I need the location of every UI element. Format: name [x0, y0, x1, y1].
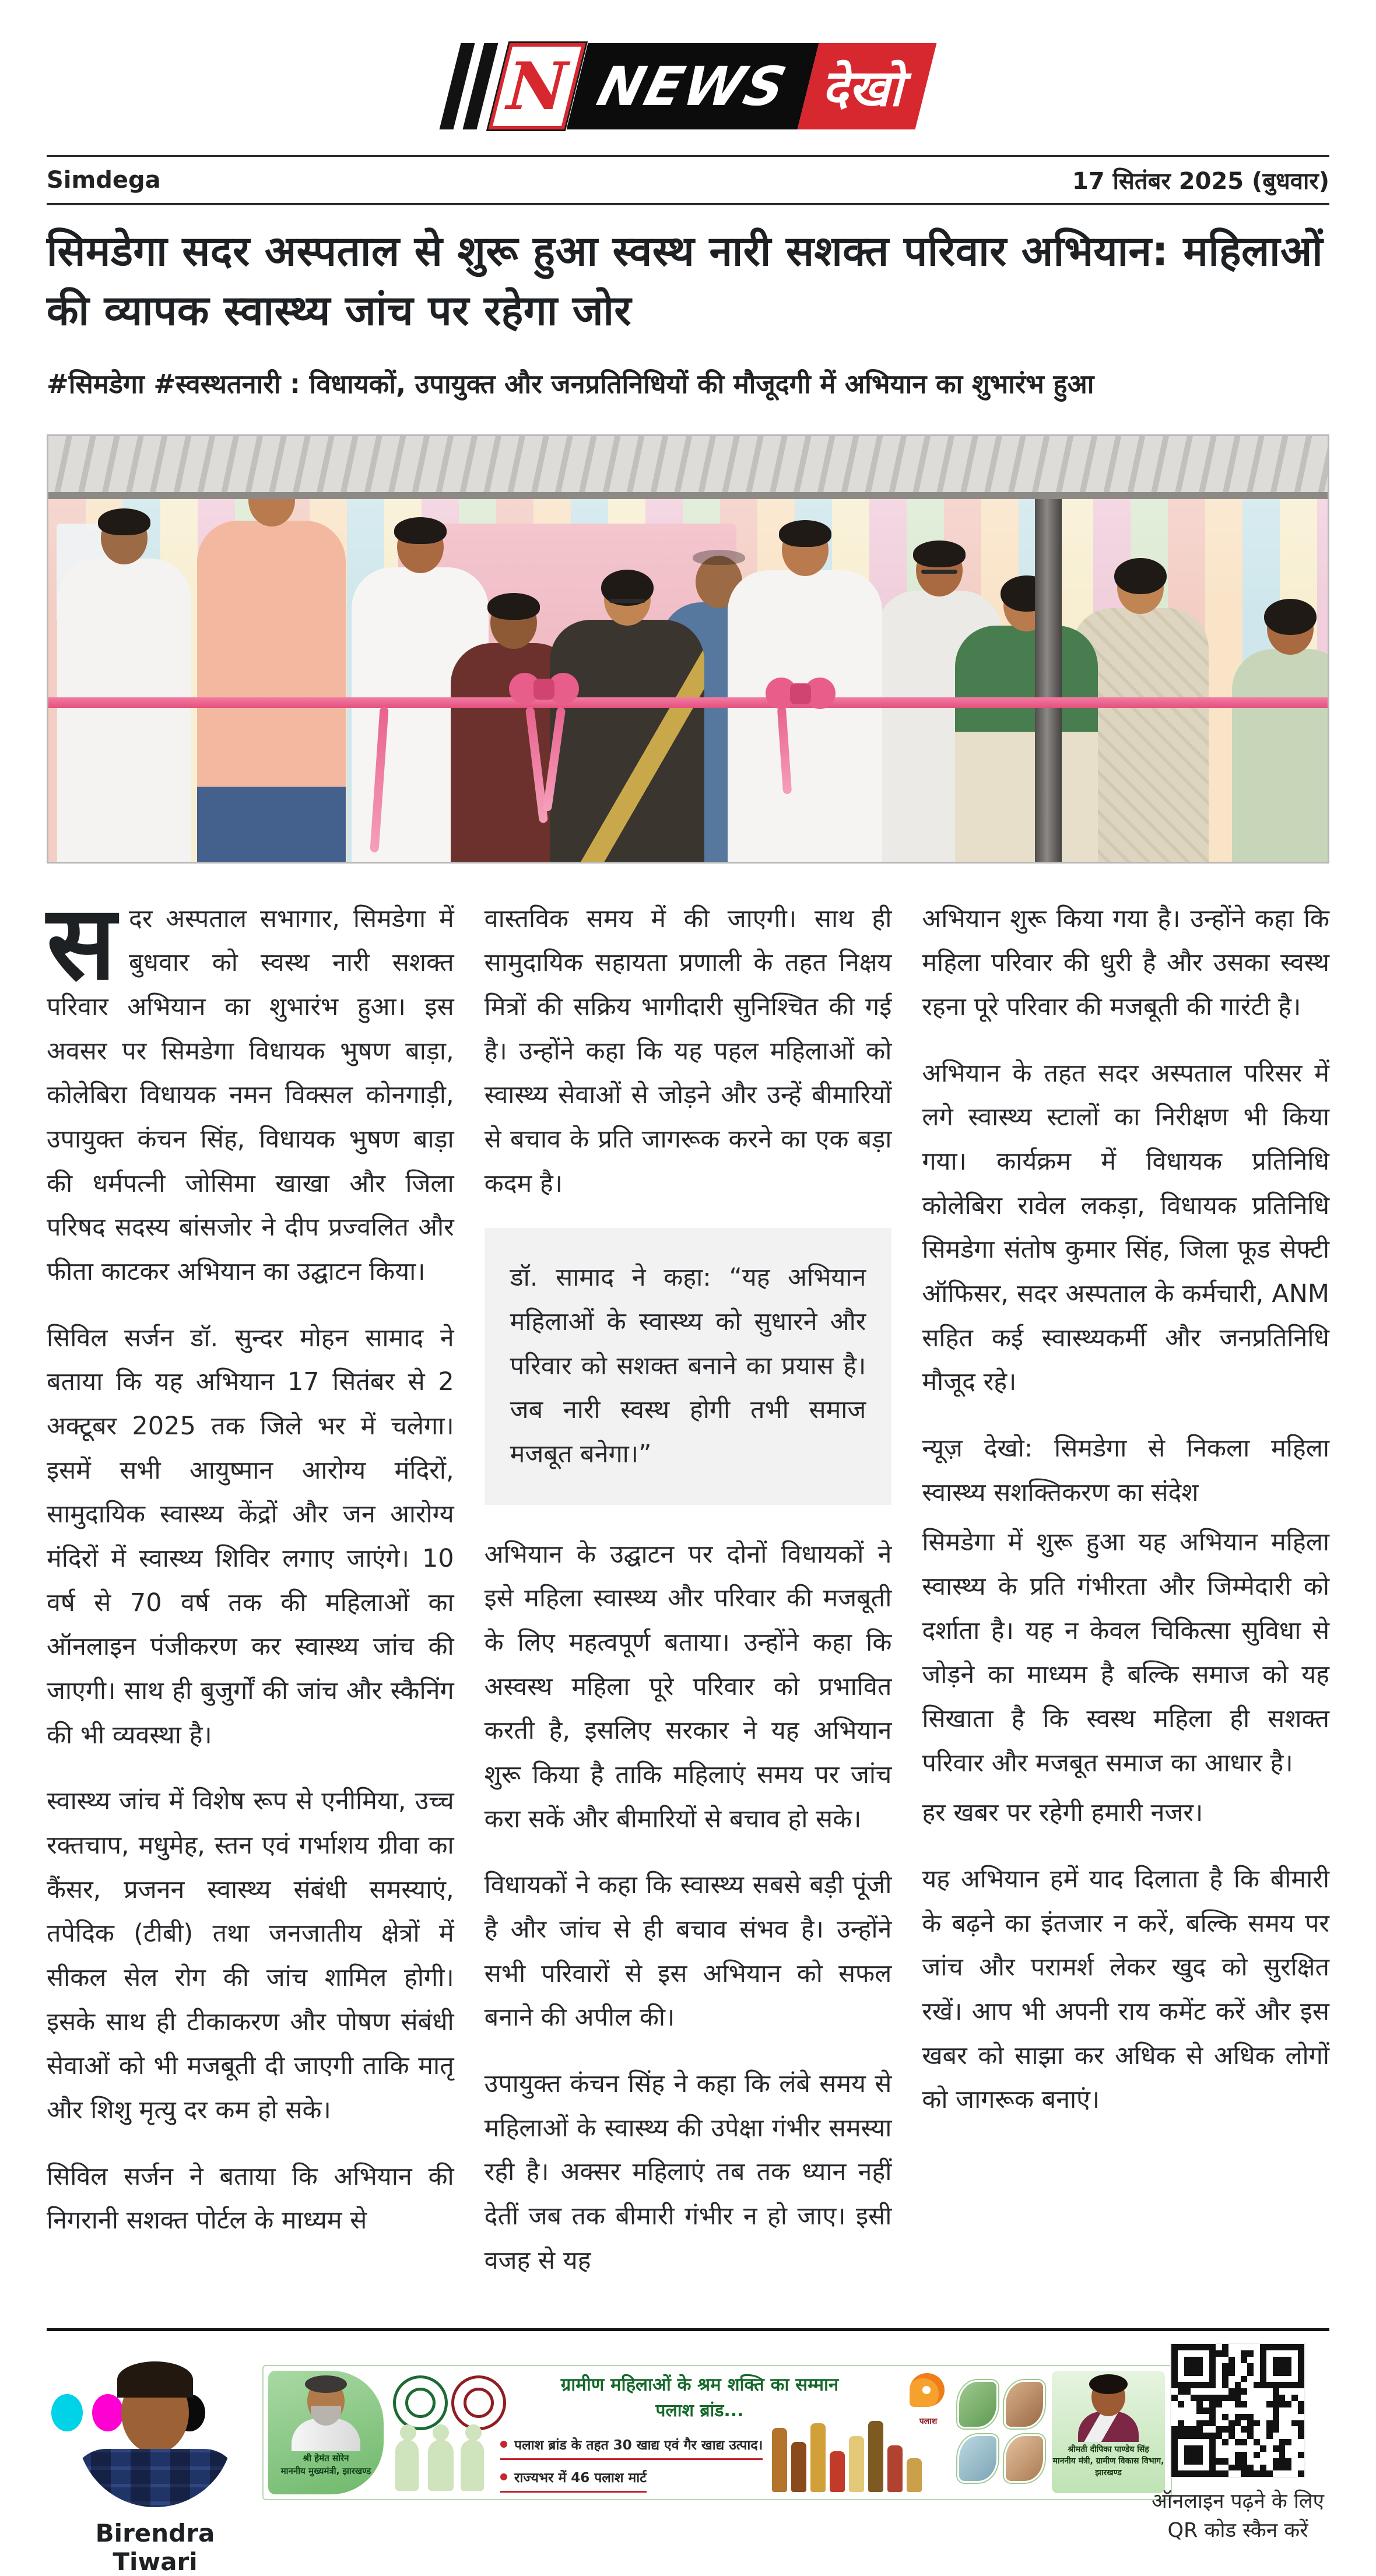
ribbon-bow [509, 668, 579, 713]
article-column-2 [485, 897, 892, 2305]
quote-box [485, 1228, 892, 1504]
advertisement-banner [262, 2365, 1172, 2500]
photo-pole [1035, 485, 1062, 862]
women-silhouette-icon [395, 2440, 419, 2491]
photo-person [1232, 602, 1329, 862]
dropcap: स [47, 883, 116, 1003]
author-hair [117, 2361, 193, 2398]
qr-code [1171, 2344, 1304, 2477]
paragraph: न्यूज़ देखो: सिमडेगा से निकला महिला स्वास्थ्य सशक्तिकरण का संदेश [922, 1433, 1330, 1507]
article-column-1 [47, 883, 454, 2305]
logo-n-icon: N [489, 43, 586, 129]
cm-title: माननीय मुख्यमंत्री, झारखण्ड [280, 2466, 371, 2477]
location-label: Simdega [47, 166, 161, 194]
quote-text: डॉ. सामाद ने कहा: “यह अभियान महिलाओं के स्वास्थ्य को सुधारने और परिवार को सशक्त बनाने का प्रयास है। जब नारी स्वस्थ होगी तभी समाज मजबूत बनेगा।” [510, 1263, 866, 1469]
paragraph: वास्तविक समय में की जाएगी। साथ ही सामुदायिक सहायता प्रणाली के तहत निक्षय मित्रों की सक्रिय भागीदारी सुनिश्चित की गई है। उन्होंने कहा कि यह पहल महिलाओं को स्वास्थ्य सेवाओं से जोड़ने और उन्हें बीमारियों से बचाव के प्रति जागरूक करने का एक बड़ा कदम है। [484, 904, 892, 1198]
article-photo [47, 434, 1329, 864]
paragraph: अभियान शुरू किया गया है। उन्होंने कहा कि महिला परिवार की धुरी है और उसका स्वस्थ रहना पूरे परिवार की मजबूती की गारंटी है। [922, 904, 1330, 1022]
paragraph: सिविल सर्जन डॉ. सुन्दर मोहन सामाद ने बताया कि यह अभियान 17 सितंबर से 2 अक्टूबर 2025 तक जिले भर में चलेगा। इसमें सभी आयुष्मान आरोग्य मंदिरों, सामुदायिक स्वास्थ्य केंद्रों और जन आरोग्य मंदिरों में स्वास्थ्य शिविर लगाए जाएंगे। 10 वर्ष से 70 वर्ष तक की महिलाओं का ऑनलाइन पंजीकरण कर स्वास्थ्य जांच की जाएगी। साथ ही बुजुर्गों की जांच और स्कैनिंग की भी व्यवस्था है। [47, 1323, 454, 1750]
paragraph: अभियान के तहत सदर अस्पताल परिसर में लगे स्वास्थ्य स्टालों का निरीक्षण भी किया गया। कार्यक्रम में विधायक प्रतिनिधि कोलेबिरा रावेल लकड़ा, विधायक प्रतिनिधि सिमडेगा संतोष कुमार सिंह, जिला फूड सेफ्टी ऑफिसर, सदर अस्पताल के कर्मचारी, ANM सहित कई स्वास्थ्यकर्मी और जनप्रतिनिधि मौजूद रहे। [922, 1058, 1330, 1397]
magenta-dot [92, 2394, 124, 2431]
news-dekho-logo [440, 43, 937, 129]
paragraph: अभियान के उद्घाटन पर दोनों विधायकों ने इसे महिला स्वास्थ्य और परिवार की मजबूती के लिए महत्वपूर्ण बताया। उन्होंने कहा कि अस्वस्थ महिला पूरे परिवार को प्रभावित करती है, इसलिए सरकार ने यह अभियान शुरू किया है ताकि महिलाएं समय पर जांच करा सकें और बीमारियों से बचाव हो सके। [484, 1539, 892, 1834]
footer [0, 2331, 1376, 2576]
paragraph: हर खबर पर रहेगी हमारी नजर। [922, 1798, 1203, 1828]
cm-name: श्री हेमंत सोरेन [303, 2453, 349, 2464]
cm-face [307, 2379, 345, 2423]
minister-title: माननीय मंत्री, ग्रामीण विकास विभाग, झारखण्ड [1052, 2456, 1164, 2477]
subheadline: #सिमडेगा #स्वस्थतनारी : विधायकों, उपायुक्त और जनप्रतिनिधियों की मौजूदगी में अभियान का शुभारंभ हुआ [47, 368, 1094, 400]
palash-logo-label: पलाश [919, 2417, 938, 2427]
qr-caption: ऑनलाइन पढ़ने के लिए QR कोड स्कैन करें [1151, 2490, 1325, 2543]
palash-logo-icon [901, 2373, 955, 2427]
author-block [68, 2351, 243, 2576]
masthead [0, 0, 1376, 132]
photo-person [197, 474, 346, 862]
photo-person [57, 512, 191, 862]
palash-products [772, 2416, 947, 2492]
ad-bullet: राज्यभर में 46 पलाश मार्ट [500, 2468, 647, 2493]
cyan-dot [51, 2394, 83, 2431]
divider [47, 203, 1329, 205]
author-shirt [77, 2449, 233, 2507]
minister-face [1091, 2378, 1125, 2416]
meta-row [0, 157, 1376, 203]
paragraph: सिविल सर्जन ने बताया कि अभियान की निगरानी सशक्त पोर्टल के माध्यम से [47, 2161, 454, 2235]
women-silhouette-icon [428, 2440, 454, 2491]
photo-person [550, 573, 704, 862]
photo-person [955, 579, 1098, 862]
logo-news-text: NEWS [567, 43, 819, 129]
minister-saree [1078, 2412, 1139, 2442]
date-label: 17 सितंबर 2025 (बुधवार) [1072, 168, 1329, 195]
minister-name: श्रीमती दीपिका पाण्डेय सिंह [1068, 2445, 1149, 2455]
ribbon [48, 697, 1328, 708]
women-silhouette-icon [461, 2440, 484, 2491]
jharkhand-govt-seal-icon [393, 2375, 448, 2430]
paragraph: सिमडेगा में शुरू हुआ यह अभियान महिला स्वास्थ्य के प्रति गंभीरता और जिम्मेदारी को दर्शाता है। यह न केवल चिकित्सा सुविधा से जोड़ने का माध्यम है बल्कि समाज को यह सिखाता है कि स्वस्थ महिला ही सशक्त परिवार और मजबूत समाज का आधार है। [922, 1528, 1330, 1778]
qr-block [1142, 2344, 1334, 2545]
headline: सिमडेगा सदर अस्पताल से शुरू हुआ स्वस्थ नारी सशक्त परिवार अभियान: महिलाओं की व्यापक स्वास्थ्य जांच पर रहेगा जोर [47, 227, 1324, 335]
paragraph: स्वास्थ्य जांच में विशेष रूप से एनीमिया, उच्च रक्तचाप, मधुमेह, स्तन एवं गर्भाशय ग्रीवा का कैंसर, प्रजनन स्वास्थ्य संबंधी समस्याएं, तपेदिक (टीबी) तथा जनजातीय क्षेत्रों में सीकल सेल रोग की जांच शामिल होगी। इसके साथ ही टीकाकरण और पोषण संबंधी सेवाओं को भी मजबूती दी जाएगी ताकि मातृ और शिशु मृत्यु दर कम हो सके। [47, 1787, 454, 2125]
ad-title: ग्रामीण महिलाओं के श्रम शक्ति का सम्मान पलाश ब्रांड... [560, 2374, 839, 2421]
ribbon-bow [766, 673, 836, 717]
paragraph: उपायुक्त कंचन सिंह ने कहा कि लंबे समय से महिलाओं के स्वास्थ्य की उपेक्षा गंभीर समस्या रही है। अक्सर महिलाएं तब तक ध्यान नहीं देतीं जब तक बीमारी गंभीर न हो जाए। इसी वजह से यह [484, 2069, 892, 2275]
logo-dekho-text: देखो [797, 43, 936, 129]
ad-photo-collage [957, 2380, 1045, 2483]
ad-bullet: पलाश ब्रांड के तहत 30 खाद्य एवं गैर खाद्य उत्पाद। [500, 2435, 763, 2460]
paragraph: सदर अस्पताल सभागार, सिमडेगा में बुधवार को स्वस्थ नारी सशक्त परिवार अभियान का शुभारंभ हुआ। इस अवसर पर सिमडेगा विधायक भुषण बाड़ा, कोलेबिरा विधायक नमन विक्सल कोनगाड़ी, उपायुक्त कंचन सिंह, विधायक भुषण बाड़ा की धर्मपत्नी जोसिमा खाखा और जिला परिषद सदस्य बांसजोर ने दीप प्रज्वलित और फीता काटकर अभियान का उद्घाटन किया। [47, 883, 454, 1286]
article-column-3 [922, 897, 1329, 2305]
author-name: Birendra Tiwari [95, 2519, 215, 2576]
paragraph: यह अभियान हमें याद दिलाता है कि बीमारी के बढ़ने का इंतजार न करें, बल्कि समय पर जांच और परामर्श लेकर खुद को सुरक्षित रखें। आप भी अपनी राय कमेंट करें और इस खबर को साझा कर अधिक से अधिक लोगों को जागरूक बनाएं। [922, 1864, 1330, 2115]
paragraph: विधायकों ने कहा कि स्वास्थ्य सबसे बड़ी पूंजी है और जांच से ही बचाव संभव है। उन्होंने सभी परिवारों से इस अभियान को सफल बनाने की अपील की। [484, 1870, 892, 2033]
photo-roof [48, 436, 1328, 499]
cm-photo-panel [268, 2371, 384, 2494]
article-body [47, 883, 1330, 2305]
